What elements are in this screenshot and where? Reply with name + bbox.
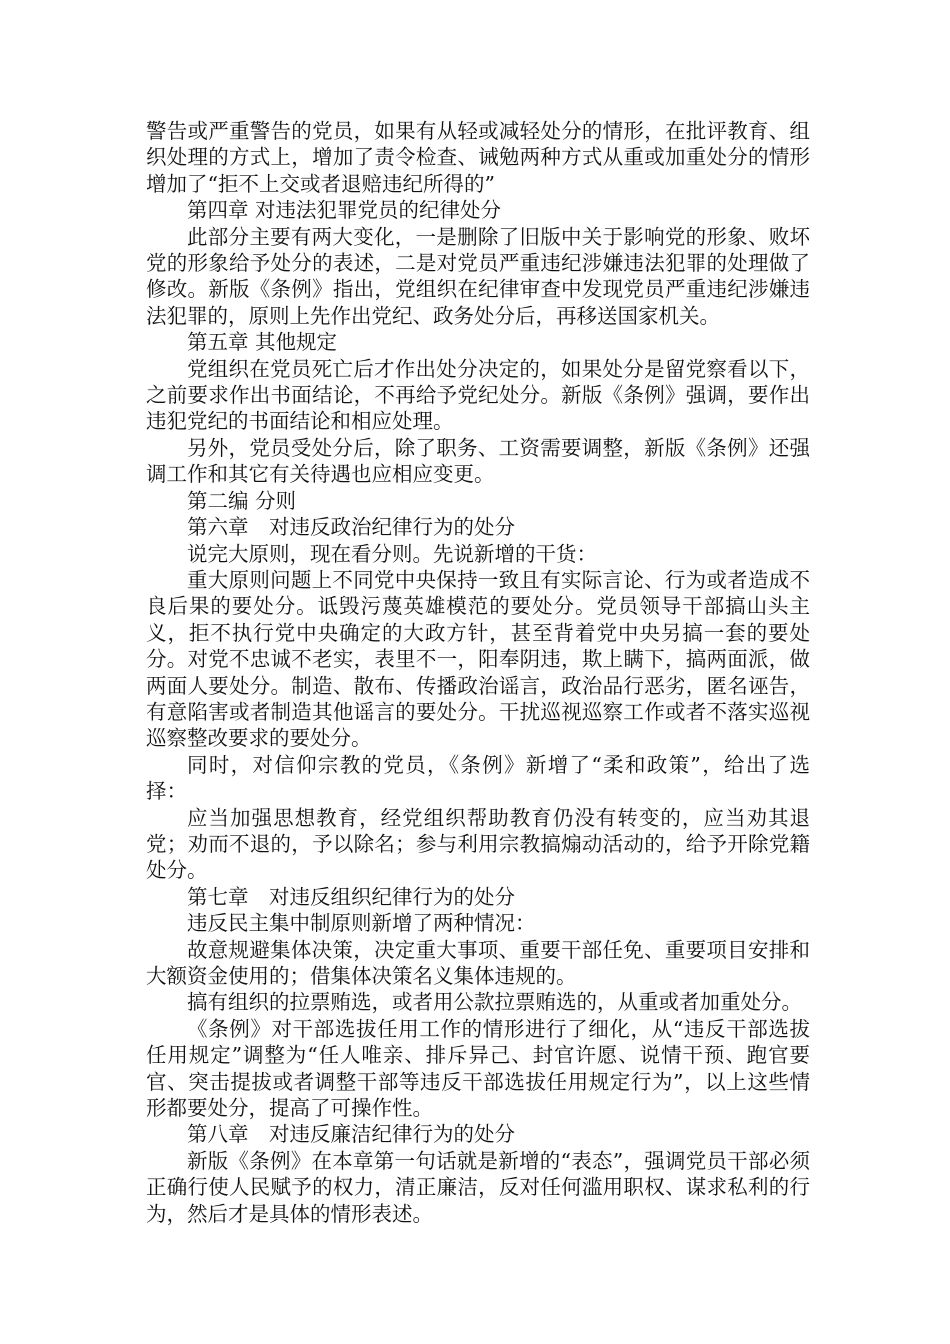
- paragraph-cadre-selection: 《条例》对干部选拔任用工作的情形进行了细化，从“违反干部选拔任用规定”调整为“任人唯亲、排斥异己、封官许愿、说情干预、跑官要官、突击提拔或者调整干部等违反干部选拔任用规定行为”，以上这些情形都要处分，提高了可操作性。: [146, 1016, 810, 1121]
- heading-chapter-8: 第八章 对违反廉洁纪律行为的处分: [187, 1122, 515, 1147]
- document-page: [146, 118, 810, 1227]
- paragraph-religion-handling: 应当加强思想教育，经党组织帮助教育仍没有转变的，应当劝其退党；劝而不退的，予以除名；参与利用宗教搞煽动活动的，给予开除党籍处分。: [146, 805, 810, 883]
- paragraph-posthumous-discipline: 党组织在党员死亡后才作出处分决定的，如果处分是留党察看以下，之前要求作出书面结论，不再给予党纪处分。新版《条例》强调，要作出违犯党纪的书面结论和相应处理。: [146, 356, 810, 434]
- paragraph-chapter-4-changes: 此部分主要有两大变化，一是删除了旧版中关于影响党的形象、败坏党的形象给予处分的表述，二是对党员严重违纪涉嫌违法犯罪的处理做了修改。新版《条例》指出，党组织在纪律审查中发现党员严重违纪涉嫌违法犯罪的，原则上先作出党纪、政务处分后，再移送国家机关。: [146, 224, 810, 328]
- paragraph-treatment-change: 另外，党员受处分后，除了职务、工资需要调整，新版《条例》还强调工作和其它有关待遇也应相应变更。: [146, 435, 810, 487]
- heading-chapter-4: 第四章 对违法犯罪党员的纪律处分: [187, 198, 502, 223]
- heading-part-2: 第二编 分则: [187, 488, 297, 513]
- paragraph-political-violations: 重大原则问题上不同党中央保持一致且有实际言论、行为或者造成不良后果的要处分。诋毁污蔑英雄模范的要处分。党员领导干部搞山头主义，拒不执行党中央确定的大政方针，甚至背着党中央另搞一套的要处分。对党不忠诚不老实，表里不一，阳奉阴违，欺上瞒下，搞两面派，做两面人要处分。制造、散布、传播政治谣言，政治品行恶劣，匿名诬告，有意陷害或者制造其他谣言的要处分。干扰巡视巡察工作或者不落实巡视巡察整改要求的要处分。: [146, 567, 810, 751]
- paragraph-integrity-statement: 新版《条例》在本章第一句话就是新增的“表态”，强调党员干部必须正确行使人民赋予的权力，清正廉洁，反对任何滥用职权、谋求私利的行为，然后才是具体的情形表述。: [146, 1148, 810, 1226]
- paragraph-vote-buying: 搞有组织的拉票贿选，或者用公款拉票贿选的，从重或者加重处分。: [187, 990, 802, 1015]
- paragraph-democratic-centralism: 违反民主集中制原则新增了两种情况：: [187, 911, 536, 936]
- heading-chapter-6: 第六章 对违反政治纪律行为的处分: [187, 515, 515, 540]
- heading-chapter-5: 第五章 其他规定: [187, 330, 338, 355]
- paragraph-collective-decision: 故意规避集体决策，决定重大事项、重要干部任免、重要项目安排和大额资金使用的；借集体决策名义集体违规的。: [146, 937, 810, 988]
- paragraph-religion-policy: 同时，对信仰宗教的党员，《条例》新增了“柔和政策”，给出了选择：: [146, 752, 810, 804]
- paragraph-intro-new-items: 说完大原则，现在看分则。先说新增的干货：: [187, 541, 597, 566]
- heading-chapter-7: 第七章 对违反组织纪律行为的处分: [187, 884, 515, 909]
- paragraph-warning-cases: 警告或严重警告的党员，如果有从轻或减轻处分的情形，在批评教育、组织处理的方式上，增加了责令检查、诫勉两种方式从重或加重处分的情形增加了“拒不上交或者退赔违纪所得的”: [146, 119, 810, 196]
